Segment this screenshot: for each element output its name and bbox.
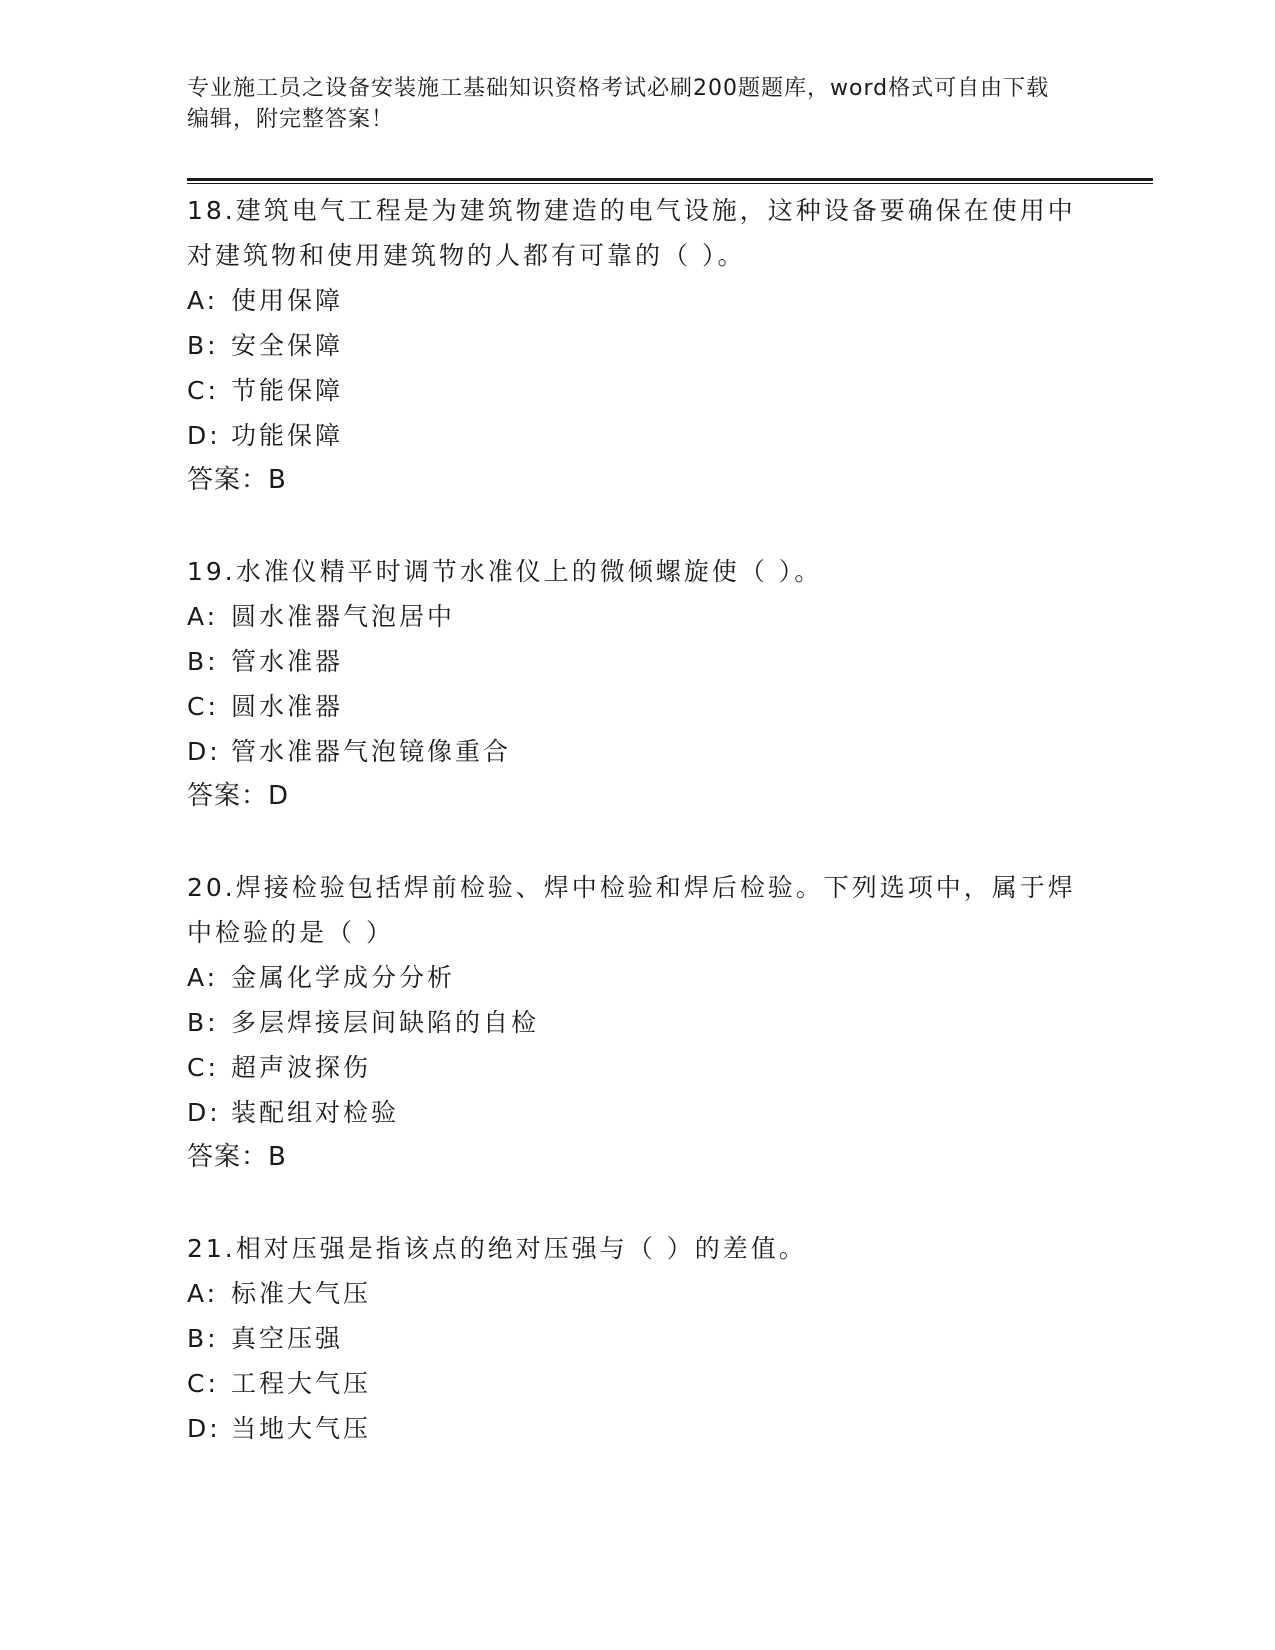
option-key: A: [187,1279,219,1308]
option-key: D: [187,1098,221,1127]
answer-line: 答案：B [187,1142,287,1172]
option-text: 标准大气压 [231,1279,372,1308]
option-key: D: [187,421,221,450]
option-list [187,955,1087,1135]
option-key: B: [187,1008,219,1037]
option-c [187,684,1087,729]
option-key: A: [187,286,219,315]
option-text: 圆水准器气泡居中 [231,602,456,631]
option-key: B: [187,331,219,360]
option-key: C: [187,376,219,405]
question-20 [187,865,1087,1180]
option-key: A: [187,602,219,631]
option-list [187,278,1087,458]
option-key: D: [187,737,221,766]
option-b [187,1000,1087,1045]
option-a [187,955,1087,1000]
option-key: B: [187,1324,219,1353]
option-a [187,278,1087,323]
question-stem: 20.焊接检验包括焊前检验、焊中检验和焊后检验。下列选项中，属于焊中检验的是（ ） [187,873,1076,947]
option-a [187,594,1087,639]
option-a [187,1271,1087,1316]
option-text: 管水准器 [231,647,344,676]
option-text: 管水准器气泡镜像重合 [231,737,512,766]
question-19 [187,549,1087,819]
question-list [187,188,1087,1497]
option-text: 使用保障 [231,286,344,315]
option-text: 节能保障 [231,376,344,405]
header-divider-thin [187,183,1153,184]
answer-line: 答案：B [187,465,287,495]
option-text: 装配组对检验 [231,1098,400,1127]
option-list [187,1271,1087,1451]
option-text: 安全保障 [231,331,344,360]
option-key: B: [187,647,219,676]
option-list [187,594,1087,774]
question-21 [187,1226,1087,1451]
option-c [187,368,1087,413]
option-b [187,323,1087,368]
option-key: C: [187,1369,219,1398]
option-text: 真空压强 [231,1324,344,1353]
option-text: 工程大气压 [231,1369,372,1398]
question-stem: 18.建筑电气工程是为建筑物建造的电气设施，这种设备要确保在使用中对建筑物和使用建筑物的人都有可靠的（ ）。 [187,196,1076,270]
option-b [187,1316,1087,1361]
option-text: 多层焊接层间缺陷的自检 [231,1008,540,1037]
question-stem: 21.相对压强是指该点的绝对压强与（ ）的差值。 [187,1234,807,1263]
option-text: 圆水准器 [231,692,344,721]
option-text: 功能保障 [231,421,344,450]
option-key: C: [187,1053,219,1082]
option-d [187,413,1087,458]
question-stem: 19.水准仪精平时调节水准仪上的微倾螺旋使（ ）。 [187,557,823,586]
option-d [187,1406,1087,1451]
option-text: 超声波探伤 [231,1053,372,1082]
option-d [187,1090,1087,1135]
answer-line: 答案：D [187,781,290,811]
option-text: 当地大气压 [231,1414,372,1443]
option-d [187,729,1087,774]
question-18 [187,188,1087,503]
header-divider-thick [187,178,1153,181]
option-b [187,639,1087,684]
option-c [187,1361,1087,1406]
option-text: 金属化学成分分析 [231,963,456,992]
document-header: 专业施工员之设备安装施工基础知识资格考试必刷200题题库，word格式可自由下载编辑，附完整答案！ [187,76,1050,132]
option-c [187,1045,1087,1090]
option-key: D: [187,1414,221,1443]
option-key: C: [187,692,219,721]
option-key: A: [187,963,219,992]
